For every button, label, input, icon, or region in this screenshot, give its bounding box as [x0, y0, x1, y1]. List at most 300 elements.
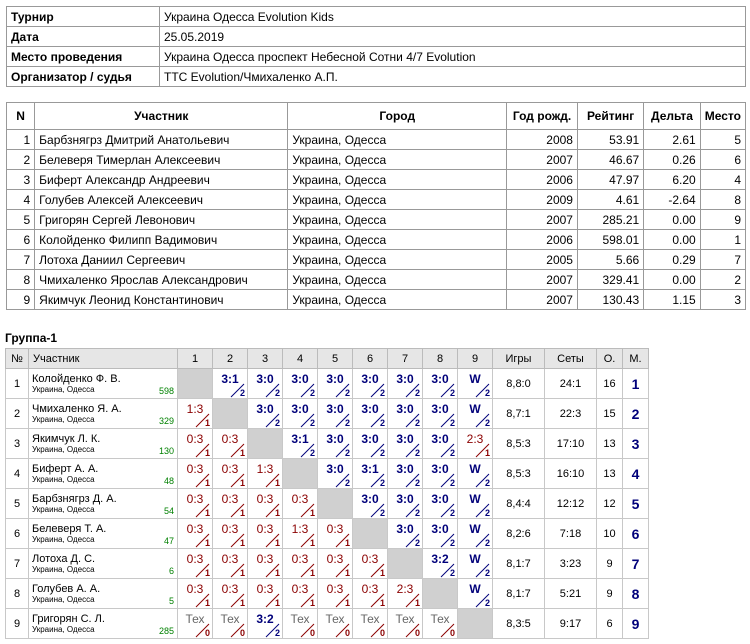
match-score: 0:3 — [186, 492, 204, 506]
match-result-cell — [318, 429, 353, 459]
participant-rating: 329.41 — [577, 270, 643, 290]
group-row-number: 1 — [6, 369, 29, 399]
match-result-cell — [458, 579, 493, 609]
match-result-cell — [458, 519, 493, 549]
match-result-cell — [248, 579, 283, 609]
match-score: 0:3 — [326, 522, 344, 536]
group-row — [6, 549, 649, 579]
sets-total: 3:23 — [545, 549, 597, 579]
match-result-cell — [283, 579, 318, 609]
match-score: 3:0 — [326, 462, 344, 476]
final-place: 6 — [623, 519, 649, 549]
group-col-points: О. — [597, 349, 623, 369]
participant-n: 7 — [7, 250, 35, 270]
match-points: 2 — [309, 418, 315, 428]
participant-rating: 4.61 — [577, 190, 643, 210]
match-points: 1 — [239, 448, 245, 458]
col-delta-header: Дельта — [644, 103, 701, 130]
info-label: Организатор / судья — [7, 67, 160, 87]
match-score: 3:1 — [221, 372, 239, 386]
match-points: 2 — [274, 628, 280, 638]
player-rating: 5 — [168, 596, 174, 606]
group-row — [6, 519, 649, 549]
match-score: 0:3 — [186, 522, 204, 536]
sets-total: 7:18 — [545, 519, 597, 549]
match-points: 2 — [309, 448, 315, 458]
player-city: Украина, Одесса — [32, 534, 95, 544]
group-title: Группа-1 — [5, 331, 58, 345]
participant-n: 8 — [7, 270, 35, 290]
points-total: 16 — [597, 369, 623, 399]
participant-city: Украина, Одесса — [288, 170, 507, 190]
match-score: 3:0 — [326, 402, 344, 416]
match-score: Тех — [185, 612, 205, 626]
player-city: Украина, Одесса — [32, 444, 95, 454]
participant-city: Украина, Одесса — [288, 230, 507, 250]
match-score: 0:3 — [186, 552, 204, 566]
group-player — [29, 549, 178, 579]
participant-place: 3 — [700, 290, 745, 310]
match-points: 2 — [414, 388, 420, 398]
match-result-cell — [423, 399, 458, 429]
player-name: Чмихаленко Я. А. — [32, 402, 122, 415]
player-city: Украина, Одесса — [32, 564, 95, 574]
match-score: 2:3 — [466, 432, 484, 446]
match-points: 2 — [309, 388, 315, 398]
participant-row — [7, 290, 746, 310]
match-score: Тех — [430, 612, 450, 626]
match-score: 3:0 — [431, 492, 449, 506]
match-score: 3:0 — [361, 402, 379, 416]
player-city: Украина, Одесса — [32, 414, 95, 424]
points-total: 9 — [597, 579, 623, 609]
match-result-cell — [318, 549, 353, 579]
match-points: 2 — [449, 568, 455, 578]
match-score: 0:3 — [256, 492, 274, 506]
player-rating: 130 — [158, 446, 174, 456]
match-score: 0:3 — [361, 552, 379, 566]
match-points: 2 — [449, 418, 455, 428]
match-score: Тех — [220, 612, 240, 626]
participant-place: 2 — [700, 270, 745, 290]
participant-row — [7, 170, 746, 190]
col-year-header: Год рожд. — [507, 103, 578, 130]
match-score: 0:3 — [256, 582, 274, 596]
match-result-cell — [423, 609, 458, 639]
match-result-cell — [423, 489, 458, 519]
group-row — [6, 609, 649, 639]
match-result-cell — [458, 459, 493, 489]
match-score: 0:3 — [326, 552, 344, 566]
match-result-cell — [458, 489, 493, 519]
match-result-cell — [213, 609, 248, 639]
match-points: 1 — [204, 508, 210, 518]
games-total: 8,5:3 — [493, 429, 545, 459]
match-points: 1 — [239, 508, 245, 518]
games-total: 8,3:5 — [493, 609, 545, 639]
match-score: 3:0 — [256, 402, 274, 416]
participant-rating: 285.21 — [577, 210, 643, 230]
participant-city: Украина, Одесса — [288, 210, 507, 230]
match-score: W — [469, 462, 481, 476]
match-result-cell — [283, 519, 318, 549]
tournament-info-table — [6, 6, 746, 87]
group-row — [6, 459, 649, 489]
match-points: 1 — [309, 538, 315, 548]
match-result-cell — [318, 609, 353, 639]
match-score: 0:3 — [221, 462, 239, 476]
participant-name: Биферт Александр Андреевич — [35, 170, 288, 190]
group-player — [29, 519, 178, 549]
info-value: 25.05.2019 — [160, 27, 746, 47]
match-points: 2 — [344, 388, 350, 398]
match-score: 3:0 — [396, 402, 414, 416]
match-score: 1:3 — [256, 462, 274, 476]
match-score: 0:3 — [186, 432, 204, 446]
group-col-opponent: 7 — [388, 349, 423, 369]
col-rating-header: Рейтинг — [577, 103, 643, 130]
match-score: 3:0 — [326, 372, 344, 386]
participant-row — [7, 270, 746, 290]
match-points: 1 — [414, 598, 420, 608]
match-score: 3:0 — [431, 432, 449, 446]
player-name: Григорян С. Л. — [32, 612, 105, 625]
col-place-header: Место — [700, 103, 745, 130]
participant-year: 2006 — [507, 170, 578, 190]
group-player — [29, 459, 178, 489]
group-row — [6, 489, 649, 519]
match-score: 3:0 — [396, 462, 414, 476]
group-col-n: № — [6, 349, 29, 369]
match-score: 0:3 — [291, 552, 309, 566]
self-cell — [353, 519, 388, 549]
player-rating: 6 — [168, 566, 174, 576]
group-col-games: Игры — [493, 349, 545, 369]
match-points: 1 — [309, 598, 315, 608]
group-player — [29, 579, 178, 609]
match-score: Тех — [360, 612, 380, 626]
match-points: 1 — [309, 508, 315, 518]
match-result-cell — [318, 399, 353, 429]
match-result-cell — [318, 579, 353, 609]
group-row-number: 3 — [6, 429, 29, 459]
sets-total: 9:17 — [545, 609, 597, 639]
match-points: 2 — [449, 478, 455, 488]
match-result-cell — [213, 429, 248, 459]
participant-city: Украина, Одесса — [288, 290, 507, 310]
group-col-opponent: 9 — [458, 349, 493, 369]
match-points: 2 — [449, 538, 455, 548]
match-result-cell — [248, 519, 283, 549]
match-result-cell — [458, 369, 493, 399]
participants-table — [6, 102, 746, 310]
sets-total: 16:10 — [545, 459, 597, 489]
match-result-cell — [388, 369, 423, 399]
match-score: 3:1 — [361, 462, 379, 476]
match-points: 2 — [414, 418, 420, 428]
participant-delta: 0.00 — [644, 230, 701, 250]
self-cell — [318, 489, 353, 519]
info-row — [7, 7, 746, 27]
group-row-number: 9 — [6, 609, 29, 639]
match-result-cell — [423, 429, 458, 459]
match-points: 1 — [204, 448, 210, 458]
match-score: 1:3 — [291, 522, 309, 536]
sets-total: 5:21 — [545, 579, 597, 609]
participant-name: Якимчук Леонид Константинович — [35, 290, 288, 310]
self-cell — [388, 549, 423, 579]
match-result-cell — [423, 519, 458, 549]
final-place: 7 — [623, 549, 649, 579]
match-points: 1 — [239, 598, 245, 608]
match-result-cell — [248, 399, 283, 429]
participant-city: Украина, Одесса — [288, 150, 507, 170]
match-points: 2 — [484, 508, 490, 518]
match-score: 3:0 — [256, 372, 274, 386]
match-result-cell — [248, 369, 283, 399]
match-score: 3:0 — [396, 492, 414, 506]
match-points: 2 — [274, 418, 280, 428]
info-value: Украина Одесса проспект Небесной Сотни 4/7 Evolution — [160, 47, 746, 67]
match-score: 0:3 — [221, 432, 239, 446]
match-points: 0 — [239, 628, 245, 638]
match-result-cell — [353, 579, 388, 609]
match-result-cell — [353, 399, 388, 429]
info-row — [7, 67, 746, 87]
participant-place: 5 — [700, 130, 745, 150]
games-total: 8,7:1 — [493, 399, 545, 429]
participant-place: 9 — [700, 210, 745, 230]
group-row — [6, 579, 649, 609]
info-row — [7, 27, 746, 47]
participant-row — [7, 130, 746, 150]
match-points: 1 — [274, 538, 280, 548]
match-points: 0 — [309, 628, 315, 638]
player-city: Украина, Одесса — [32, 384, 95, 394]
match-points: 2 — [484, 388, 490, 398]
match-points: 1 — [204, 418, 210, 428]
match-points: 2 — [414, 538, 420, 548]
match-score: 0:3 — [291, 582, 309, 596]
match-score: 0:3 — [221, 522, 239, 536]
match-score: 3:1 — [291, 432, 309, 446]
match-score: 3:0 — [396, 432, 414, 446]
match-result-cell — [283, 549, 318, 579]
participant-delta: 2.61 — [644, 130, 701, 150]
info-row — [7, 47, 746, 67]
match-points: 0 — [449, 628, 455, 638]
participant-delta: -2.64 — [644, 190, 701, 210]
match-points: 2 — [239, 388, 245, 398]
player-name: Голубев А. А. — [32, 582, 101, 595]
participant-place: 6 — [700, 150, 745, 170]
match-points: 1 — [484, 448, 490, 458]
match-score: 3:0 — [431, 372, 449, 386]
match-result-cell — [283, 399, 318, 429]
group-row — [6, 399, 649, 429]
participant-year: 2007 — [507, 270, 578, 290]
match-result-cell — [388, 429, 423, 459]
match-score: W — [469, 522, 481, 536]
participant-year: 2007 — [507, 150, 578, 170]
group-row-number: 5 — [6, 489, 29, 519]
match-result-cell — [318, 519, 353, 549]
match-score: 3:0 — [291, 372, 309, 386]
match-points: 2 — [379, 448, 385, 458]
match-score: 3:0 — [326, 432, 344, 446]
participant-n: 4 — [7, 190, 35, 210]
games-total: 8,4:4 — [493, 489, 545, 519]
player-city: Украина, Одесса — [32, 594, 95, 604]
match-points: 2 — [414, 478, 420, 488]
self-cell — [283, 459, 318, 489]
match-result-cell — [283, 489, 318, 519]
participant-name: Григорян Сергей Левонович — [35, 210, 288, 230]
player-rating: 329 — [158, 416, 174, 426]
participant-n: 2 — [7, 150, 35, 170]
points-total: 6 — [597, 609, 623, 639]
match-points: 2 — [274, 388, 280, 398]
group-col-opponent: 3 — [248, 349, 283, 369]
match-points: 1 — [379, 598, 385, 608]
match-score: 3:2 — [431, 552, 449, 566]
participants-header-row — [7, 103, 746, 130]
match-score: Тех — [290, 612, 310, 626]
final-place: 8 — [623, 579, 649, 609]
match-result-cell — [318, 369, 353, 399]
player-city: Украина, Одесса — [32, 504, 95, 514]
participant-rating: 47.97 — [577, 170, 643, 190]
group-player — [29, 609, 178, 639]
participant-delta: 6.20 — [644, 170, 701, 190]
match-result-cell — [178, 579, 213, 609]
final-place: 1 — [623, 369, 649, 399]
match-result-cell — [318, 459, 353, 489]
participant-year: 2005 — [507, 250, 578, 270]
match-points: 1 — [204, 478, 210, 488]
match-points: 2 — [484, 598, 490, 608]
match-score: 3:0 — [291, 402, 309, 416]
match-points: 1 — [344, 568, 350, 578]
player-rating: 54 — [163, 506, 174, 516]
match-result-cell — [353, 369, 388, 399]
match-result-cell — [283, 429, 318, 459]
match-score: 0:3 — [291, 492, 309, 506]
match-result-cell — [213, 459, 248, 489]
participant-name: Белеверя Тимерлан Алексеевич — [35, 150, 288, 170]
participant-row — [7, 190, 746, 210]
final-place: 3 — [623, 429, 649, 459]
match-result-cell — [178, 489, 213, 519]
match-points: 2 — [484, 418, 490, 428]
group-col-opponent: 2 — [213, 349, 248, 369]
match-result-cell — [248, 489, 283, 519]
match-points: 1 — [344, 598, 350, 608]
info-value: TTC Evolution/Чмихаленко А.П. — [160, 67, 746, 87]
match-points: 2 — [449, 508, 455, 518]
participant-rating: 5.66 — [577, 250, 643, 270]
participant-name: Лотоха Даниил Сергеевич — [35, 250, 288, 270]
group-col-sets: Сеты — [545, 349, 597, 369]
match-result-cell — [353, 489, 388, 519]
match-points: 1 — [204, 598, 210, 608]
player-name: Якимчук Л. К. — [32, 432, 101, 445]
match-result-cell — [178, 519, 213, 549]
player-city: Украина, Одесса — [32, 474, 95, 484]
match-result-cell — [388, 399, 423, 429]
match-points: 1 — [274, 478, 280, 488]
group-col-opponent: 1 — [178, 349, 213, 369]
group-row-number: 8 — [6, 579, 29, 609]
sets-total: 22:3 — [545, 399, 597, 429]
player-name: Барбзнягрз Д. А. — [32, 492, 117, 505]
match-points: 1 — [204, 568, 210, 578]
info-value: Украина Одесса Evolution Kids — [160, 7, 746, 27]
participant-city: Украина, Одесса — [288, 130, 507, 150]
match-points: 1 — [239, 478, 245, 488]
final-place: 5 — [623, 489, 649, 519]
self-cell — [213, 399, 248, 429]
match-points: 0 — [204, 628, 210, 638]
match-score: W — [469, 402, 481, 416]
match-score: 3:0 — [361, 492, 379, 506]
match-points: 0 — [379, 628, 385, 638]
self-cell — [248, 429, 283, 459]
participant-place: 1 — [700, 230, 745, 250]
match-result-cell — [388, 489, 423, 519]
points-total: 9 — [597, 549, 623, 579]
player-rating: 285 — [158, 626, 174, 636]
match-score: 3:0 — [431, 522, 449, 536]
match-result-cell — [178, 549, 213, 579]
games-total: 8,1:7 — [493, 579, 545, 609]
participant-row — [7, 150, 746, 170]
participant-delta: 1.15 — [644, 290, 701, 310]
player-city: Украина, Одесса — [32, 624, 95, 634]
match-score: 3:0 — [431, 462, 449, 476]
col-city-header: Город — [288, 103, 507, 130]
participant-name: Голубев Алексей Алексеевич — [35, 190, 288, 210]
group-col-opponent: 5 — [318, 349, 353, 369]
match-score: 0:3 — [221, 492, 239, 506]
match-score: 0:3 — [221, 552, 239, 566]
match-points: 1 — [274, 598, 280, 608]
player-name: Лотоха Д. С. — [32, 552, 96, 565]
match-score: 3:2 — [256, 612, 274, 626]
col-name-header: Участник — [35, 103, 288, 130]
final-place: 4 — [623, 459, 649, 489]
participant-delta: 0.00 — [644, 270, 701, 290]
participant-row — [7, 250, 746, 270]
match-score: 2:3 — [396, 582, 414, 596]
match-result-cell — [213, 489, 248, 519]
group-col-place: М. — [623, 349, 649, 369]
group-row — [6, 369, 649, 399]
participant-year: 2007 — [507, 210, 578, 230]
participant-year: 2009 — [507, 190, 578, 210]
group-player — [29, 429, 178, 459]
group-row-number: 2 — [6, 399, 29, 429]
match-score: W — [469, 582, 481, 596]
group-table — [5, 348, 649, 639]
match-result-cell — [178, 399, 213, 429]
group-row-number: 6 — [6, 519, 29, 549]
group-header-row — [6, 349, 649, 369]
participant-year: 2006 — [507, 230, 578, 250]
match-score: W — [469, 372, 481, 386]
group-row-number: 4 — [6, 459, 29, 489]
participant-n: 3 — [7, 170, 35, 190]
